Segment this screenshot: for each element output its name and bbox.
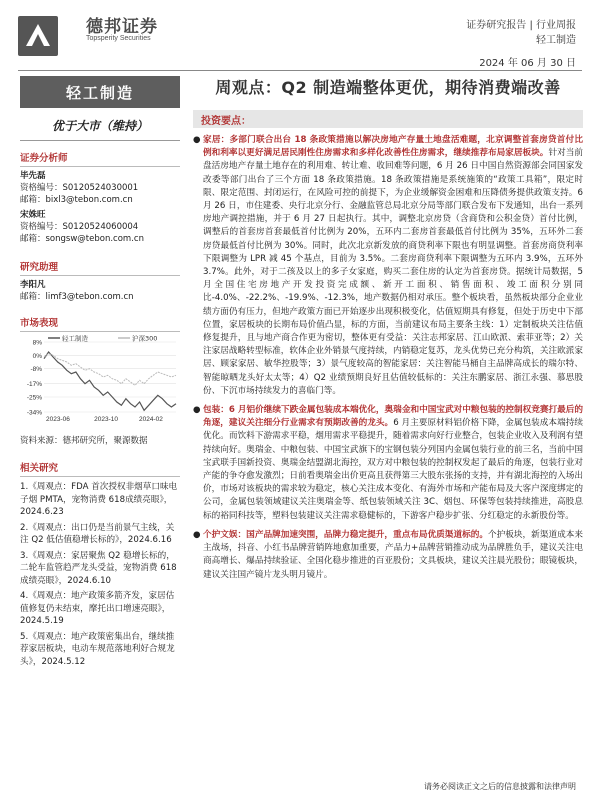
paragraph-body: 针对当前盘活房地产存量土地存在的利用难、转让难、收回难等问题，6 月 26 日中国自然资源部会同国家发改委等部门出台了三个方面 18 条政策措施。18 条政策措施是系统施策的“政策工具箱”，限定时限、限定范围、封闭运行，在风险可控的前提下，为企业缓解资金困难和压降债务提供政策支持。6 月 26 日，市住建委、央行北京分行、金融监管总局北京分局等部门联合发布下发通知，出台一系列房地产调控措施，并于 6 月 27 日起执行。其中，调整北京房贷（含商贷和公积金贷）首付比例，调整后的首套房首套最低首付比例为 20%，五环内二套房首套最低首付比例为 35%，五环外二套房贷最低首付比例为 30%。同时，此次北京新发放的商贷利率下限也有明显调整。首套房商贷利率下限调整为 LPR 减 45 个基点，目前为 3.5%。二套房商贷利率下限调整为五环内 3.9%，五环外 3.7%。此外，对于二孩及以上的多子女家庭，购买二套住房的认定为首套房贷。据统计局数据，5 月全国住宅房地产开发投资完成额、新开工面积、销售面积、竣工面积分别同比-4.0%、-22.2%、-19.9%、-12.3%，地产数据仍相对承压。整个板块看，虽然板块部分企业业绩方面仍有压力，但地产政策方面已开始逐步出现积极变化，估值短期具有修复，但处于历史中下部位置，家居板块的长期布局价值凸显，标的方面，当前建议布局主要条主线：1）定制板块关注估值修复提升，且与地产商合作更为密切，整体更有受益：关注志邦家居、江山欧派、索菲亚等；2）关注家居战略转型标准，软体企业外销景气度持续，内销稳定复苏，龙头优势已充分构筑，关注欧派家居、顾家家居、敏华控股等；3）景气度较高的智能家居：关注智能马桶自主品牌高成长的瑞尔特、智能晾晒龙头好太太等；4）Q2 业绩预期良好且估值较低标的：关注东鹏家居、浙江永强、慕思股份、下沉市场持续发力的喜临门等。	[203, 148, 583, 396]
related-item[interactable]: 2.《周观点：出口仍是当前景气主线，关注 Q2 低估值稳增长标的》，2024.6.16	[20, 522, 175, 545]
report-meta	[466, 18, 576, 48]
series-line	[44, 354, 176, 386]
analyst-cert: 资格编号：S0120524030001	[20, 183, 139, 193]
y-tick-label: 0%	[32, 352, 42, 360]
paragraph-packaging	[193, 404, 583, 523]
analyst-email: 邮箱：bixl3@tebon.com.cn	[20, 195, 133, 205]
analyst-name: 宋姝旺	[20, 210, 46, 220]
report-industry: 轻工制造	[536, 35, 576, 46]
analyst-1	[20, 170, 180, 206]
analyst-cert: 资格编号：S0120524060004	[20, 222, 139, 232]
paragraph-lead: 个护文娱：国产品牌加速突围，品牌力稳定提升，重点布局优质渠道标的。	[203, 529, 488, 540]
x-tick-label: 2023-10	[94, 416, 119, 423]
legend-label: 沪深300	[132, 334, 158, 343]
sidebar	[20, 76, 180, 671]
y-tick-label: 8%	[32, 339, 42, 347]
tebon-logo-icon	[18, 16, 58, 56]
x-tick-label: 2023-06	[46, 416, 70, 423]
y-tick-label: -34%	[26, 409, 42, 417]
page-title: 周观点：Q2 制造端整体更优，期待消费端改善	[215, 78, 561, 97]
assistant-title: 研究助理	[20, 259, 180, 276]
market-trend-chart	[20, 334, 180, 426]
bullet-icon: ●	[193, 405, 201, 416]
footer-disclaimer: 请务必阅读正文之后的信息披露和法律声明	[424, 782, 576, 791]
related-item[interactable]: 3.《周观点：家居聚焦 Q2 稳增长标的，二轮车监管趋严龙头受益，宠物消费 618 成绩亮眼》，2024.6.10	[20, 550, 177, 586]
paragraph-personal-care	[193, 529, 583, 582]
legend-label: 轻工制造	[62, 334, 88, 343]
paragraph-body: 6 月主要原材料铝价格下降，金属包装成本端持续优化。而饮料下游需求平稳，烟用需求平稳提升，随着需求向好行业整合，包装企业收入及利润有望持续向好。奥瑞金、中粮包装、中国宝武旗下的宝钢包装分列国内金属包装行业的前三名，当前中国宝武联手国新投资、奥瑞金结盟湖北海控，双方对中粮包装的控制权发起了最后的角逐，包装行业对产能的争夺愈发激烈；日前看奥瑞金出价更高且获得第三大股东张扬的支持，并有湖北海控的入场出价，市场对该板块的需求较为稳定，核心关注成本变化、有海外市场和产能布局及大客户深度绑定的公司，金属包装领域建议关注奥瑞金等、纸包装领域关注 3C、烟包、环保等包装持续推进，高股息标的裕同科技等，塑料包装建议关注需求稳健标的，下游客户稳步扩张、分红稳定的永新股份等。	[203, 418, 583, 521]
assistant-email: 邮箱：limf3@tebon.com.cn	[20, 292, 134, 302]
analyst-2	[20, 209, 180, 245]
market-trend-svg	[20, 334, 180, 426]
brand-name: 德邦证券	[86, 17, 158, 37]
report-type: 证券研究报告 | 行业周报	[466, 20, 576, 31]
brand-name-en: Topsperity Securities	[86, 35, 151, 42]
rating-divider	[20, 140, 180, 141]
key-points-label: 投资要点：	[193, 110, 583, 128]
bullet-icon: ●	[193, 135, 201, 145]
paragraph-lead: 包装：6 月铝价继续下跌金属包装成本端优化，奥瑞金和中国宝武对中粮包装的控制权竞赛打最后的角逐，建议关注细分行业需求有预期改善的龙头。	[203, 405, 583, 429]
x-tick-label: 2024-02	[139, 416, 163, 423]
bullet-icon: ●	[193, 529, 201, 540]
paragraph-lead: 家居：多部门联合出台 18 条政策措施以解决房地产存量土地盘活难题，北京调整首套房贷首付比例和利率以更好满足居民刚性住房需求和多样化改善性住房需求，继续推荐布局家居板块。	[203, 135, 583, 159]
y-tick-label: -25%	[26, 394, 42, 402]
assistant	[20, 279, 180, 303]
y-tick-label: -17%	[26, 381, 42, 389]
report-date: 2024 年 06 月 30 日	[479, 58, 576, 69]
related-title: 相关研究	[20, 460, 180, 477]
analyst-email: 邮箱：songsw@tebon.com.cn	[20, 234, 144, 244]
related-item[interactable]: 1.《周观点：FDA 首次授权非烟草口味电子烟 PMTA，宠物消费 618成绩亮眼》，2024.6.23	[20, 482, 178, 517]
y-tick-label: -8%	[30, 366, 42, 374]
paragraph-body: 个护板块，新渠道成本来主战场，抖音、小红书品牌营销阵地愈加重要，产品力+品牌营销推动成为品牌胜负手，建议关注电商高增长、爆品持续验证、全国化稳步推进的百亚股份；文具板块，建议关注晨光股份；眼镜板块，建议关注国产镜片龙头明月镜片。	[203, 529, 583, 580]
analysts-title: 证券分析师	[20, 150, 180, 167]
rating: 优于大市（维持）	[51, 119, 148, 133]
related-list	[20, 481, 180, 668]
paragraph-home	[193, 134, 583, 398]
industry-banner: 轻工制造	[20, 76, 180, 108]
related-item[interactable]: 5.《周观点：地产政策密集出台，继续推荐家居板块，电动车规范落地利好合规龙头》，2024.5.12	[20, 631, 175, 667]
market-trend-title: 市场表现	[20, 315, 180, 332]
related-item[interactable]: 4.《周观点：地产政策多箭齐发，家居估值修复仍未结束，摩托出口增速亮眼》，2024.5.19	[20, 591, 175, 626]
analyst-name: 毕先磊	[20, 171, 46, 181]
header-divider	[18, 70, 582, 71]
assistant-name: 李阳凡	[20, 280, 46, 290]
chart-source: 资料来源：德邦研究所，聚源数据	[20, 436, 148, 446]
main-content	[193, 76, 583, 582]
